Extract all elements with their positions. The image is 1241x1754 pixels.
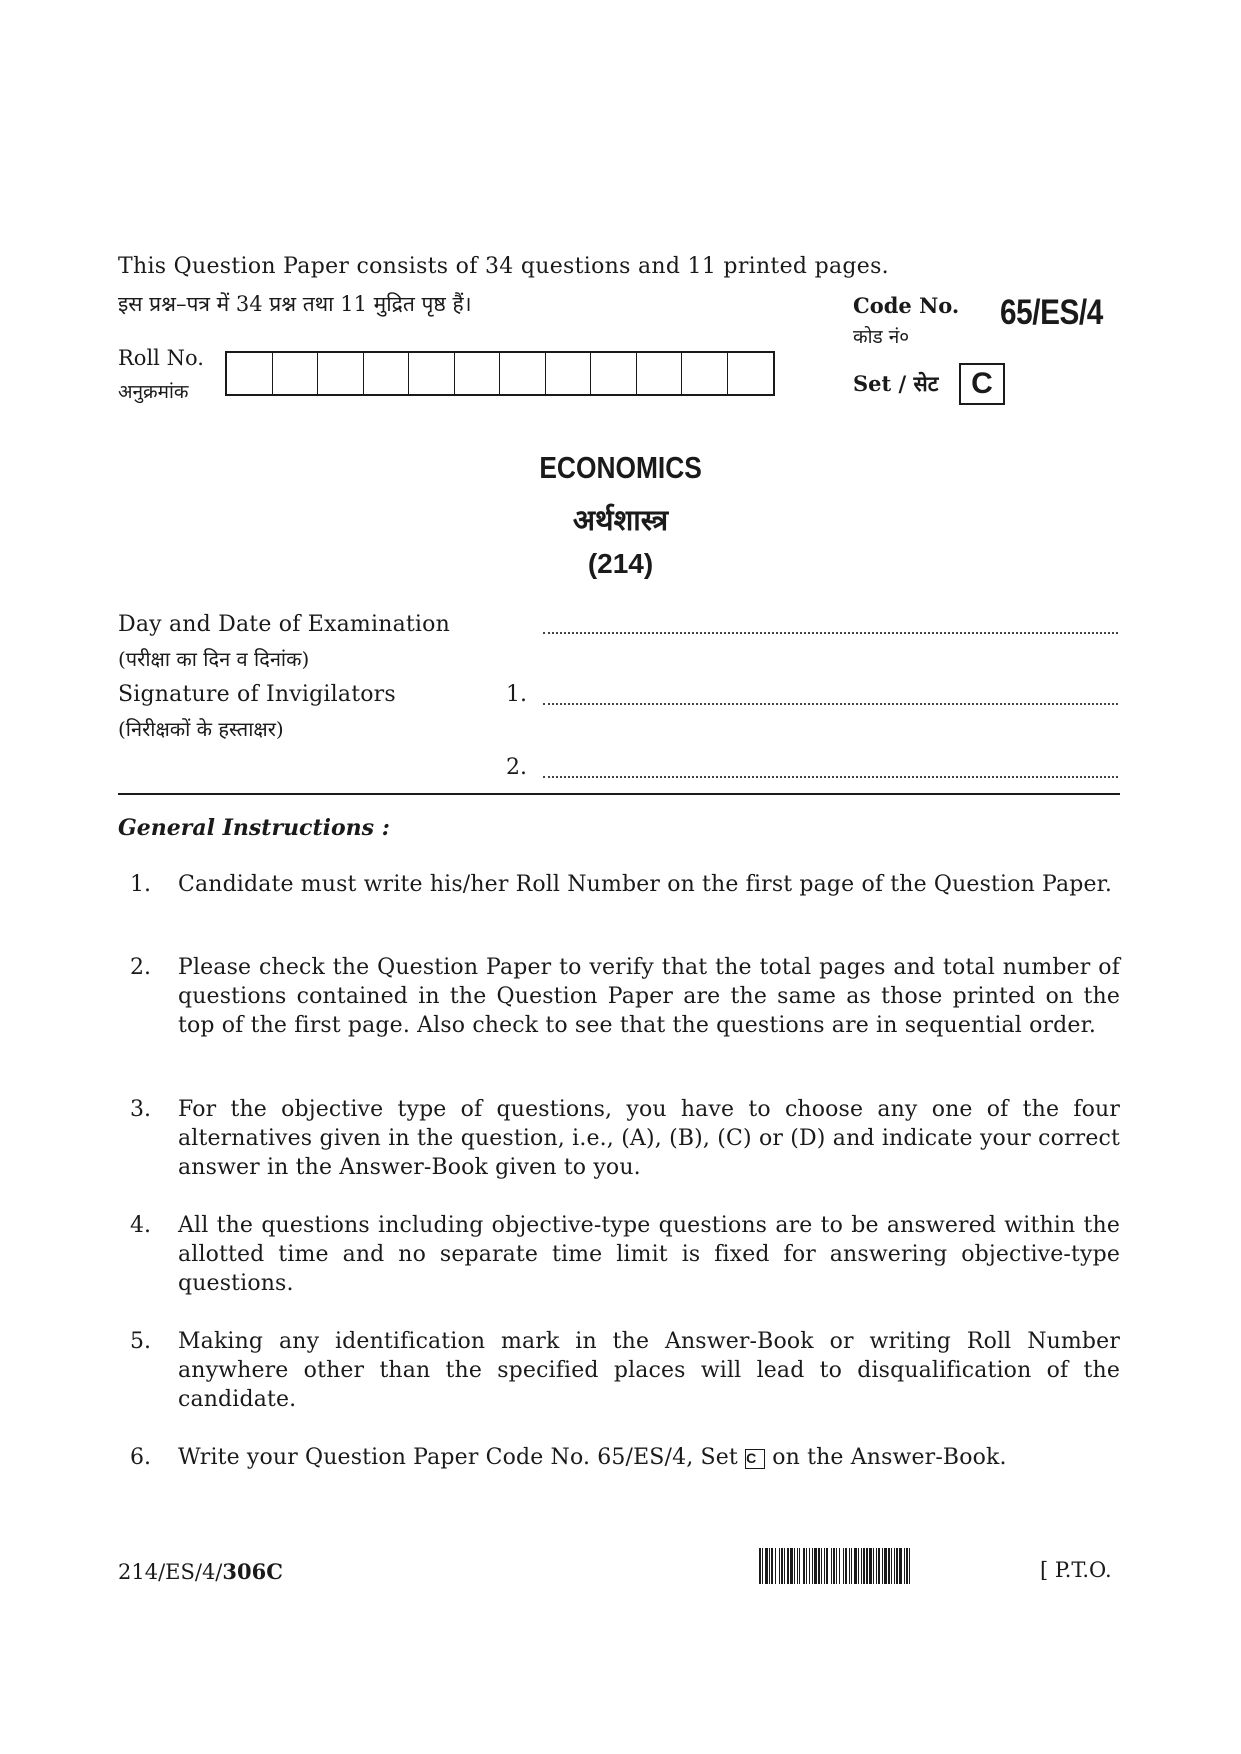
instruction-number: 3. [130, 1097, 151, 1122]
roll-number-label-hindi: अनुक्रमांक [118, 381, 189, 403]
instruction-number: 6. [130, 1445, 151, 1470]
barcode-bar [771, 1548, 773, 1584]
paper-code-prefix: 214/ES/4/ [118, 1560, 223, 1584]
barcode-bar [896, 1548, 898, 1584]
roll-number-digit-box[interactable] [273, 353, 319, 394]
barcode-bar [794, 1548, 795, 1584]
barcode-bar [878, 1548, 880, 1584]
barcode-bar [824, 1548, 825, 1584]
invigilator-1-signature-field[interactable] [543, 701, 1118, 705]
roll-number-digit-box[interactable] [546, 353, 592, 394]
roll-number-boxes[interactable] [225, 351, 775, 396]
barcode-bar [861, 1548, 862, 1584]
roll-number-digit-box[interactable] [227, 353, 273, 394]
barcode-bar [779, 1548, 780, 1584]
instruction-item [130, 1095, 1120, 1182]
set-inline-box: C [745, 1449, 765, 1469]
subject-title-text: ECONOMICS [539, 450, 702, 485]
paper-code-bold: 306C [222, 1559, 283, 1584]
barcode-bar [909, 1548, 910, 1584]
roll-number-digit-box[interactable] [682, 353, 728, 394]
barcode-bar [769, 1548, 770, 1584]
barcode-bar [904, 1548, 905, 1584]
roll-number-digit-box[interactable] [591, 353, 637, 394]
barcode-bar [863, 1548, 865, 1584]
code-number-label: Code No. [853, 293, 960, 318]
exam-date-field[interactable] [543, 630, 1118, 634]
barcode-bar [866, 1548, 868, 1584]
subject-title-hindi: अर्थशास्त्र [572, 503, 669, 537]
invigilator-2-number: 2. [506, 755, 527, 780]
paper-code-footer [118, 1559, 283, 1584]
barcode-bar [799, 1548, 800, 1584]
barcode-bar [803, 1548, 805, 1584]
roll-number-digit-box[interactable] [637, 353, 683, 394]
barcode-bar [873, 1548, 874, 1584]
instruction-item [130, 1211, 1120, 1298]
barcode-bar [775, 1548, 776, 1584]
barcode-bar [831, 1548, 832, 1584]
exam-date-label-hindi: (परीक्षा का दिन व दिनांक) [118, 647, 310, 671]
barcode-bar [781, 1548, 783, 1584]
barcode-bar [790, 1548, 793, 1584]
barcode-bar [894, 1548, 895, 1584]
barcode-bar [845, 1548, 847, 1584]
barcode-bar [843, 1548, 844, 1584]
invigilator-1-number: 1. [506, 682, 527, 707]
roll-number-digit-box[interactable] [455, 353, 501, 394]
barcode-bar [814, 1548, 817, 1584]
set-value-box: C [959, 363, 1005, 405]
subject-code: (214) [587, 548, 654, 579]
instruction-text-after: on the Answer-Book. [772, 1445, 1007, 1470]
barcode-bar [884, 1548, 887, 1584]
barcode-bar [851, 1548, 852, 1584]
barcode-bar [869, 1548, 872, 1584]
code-number-label-hindi: कोड नं० [853, 326, 910, 348]
barcode-bar [833, 1548, 835, 1584]
instruction-item [130, 870, 1120, 899]
barcode-icon [759, 1548, 1017, 1584]
instruction-item [130, 1327, 1120, 1414]
instruction-text: Making any identification mark in the Answer-Book or writing Roll Number anywhere other than the specified places will lead to disqualification of the candidate. [178, 1329, 1120, 1412]
barcode-bar [797, 1548, 798, 1584]
instruction-number: 2. [130, 955, 151, 980]
question-paper-info-hindi: इस प्रश्न–पत्र में 34 प्रश्न तथा 11 मुद्रित पृष्ठ हैं। [118, 292, 472, 316]
general-instructions-title: General Instructions : [118, 815, 390, 841]
roll-number-label: Roll No. [118, 346, 204, 370]
instruction-number: 5. [130, 1329, 151, 1354]
roll-number-digit-box[interactable] [500, 353, 546, 394]
barcode-bar [809, 1548, 810, 1584]
instruction-text: Please check the Question Paper to verify that the total pages and total number of questions contained in the Question Paper are the same as those printed on the top of the first page. Also check to see that the questions are in sequential order. [178, 955, 1120, 1038]
instruction-item [130, 953, 1120, 1040]
code-number-value: 65/ES/4 [1000, 293, 1103, 332]
barcode-bar [818, 1548, 820, 1584]
barcode-bar [765, 1548, 768, 1584]
barcode-bar [854, 1548, 857, 1584]
set-label: Set / सेट [853, 371, 939, 396]
barcode-bar [849, 1548, 850, 1584]
instruction-text: All the questions including objective-type questions are to be answered within the allotted time and no separate time limit is fixed for answering objective-type questions. [178, 1213, 1120, 1296]
barcode-bar [762, 1548, 763, 1584]
roll-number-digit-box[interactable] [409, 353, 455, 394]
roll-number-digit-box[interactable] [318, 353, 364, 394]
instruction-text: Candidate must write his/her Roll Number on the first page of the Question Paper. [178, 872, 1113, 897]
section-divider [118, 793, 1120, 795]
barcode-bar [826, 1548, 828, 1584]
barcode-bar [759, 1548, 761, 1584]
barcode-bar [891, 1548, 892, 1584]
barcode-bar [899, 1548, 902, 1584]
instruction-text-before: Write your Question Paper Code No. 65/ES/4, Set [178, 1445, 738, 1470]
invigilators-label-hindi: (निरीक्षकों के हस्ताक्षर) [118, 717, 284, 741]
barcode-bar [888, 1548, 890, 1584]
instruction-number: 1. [130, 872, 151, 897]
instruction-number: 4. [130, 1213, 151, 1238]
barcode-bar [812, 1548, 813, 1584]
barcode-bar [906, 1548, 908, 1584]
barcode-bar [836, 1548, 837, 1584]
barcode-bar [882, 1548, 883, 1584]
barcode-bar [806, 1548, 807, 1584]
question-paper-info: This Question Paper consists of 34 questions and 11 printed pages. [118, 254, 889, 279]
instruction-text: For the objective type of questions, you have to choose any one of the four alternatives given in the question, i.e., (A), (B), (C) or (D) and indicate your correct answer in the Answer-Book given to you. [178, 1097, 1120, 1180]
roll-number-digit-box[interactable] [728, 353, 774, 394]
barcode-bar [876, 1548, 877, 1584]
instruction-text [178, 1443, 1120, 1472]
barcode-bar [787, 1548, 789, 1584]
barcode-bar [821, 1548, 822, 1584]
exam-date-label: Day and Date of Examination [118, 612, 450, 637]
roll-number-digit-box[interactable] [364, 353, 410, 394]
barcode-bar [858, 1548, 859, 1584]
barcode-bar [839, 1548, 840, 1584]
invigilator-2-signature-field[interactable] [543, 774, 1118, 778]
subject-title [0, 450, 1241, 486]
invigilators-label: Signature of Invigilators [118, 682, 396, 707]
instruction-item [130, 1443, 1120, 1472]
barcode-bar [784, 1548, 785, 1584]
please-turn-over: [ P.T.O. [1040, 1558, 1112, 1582]
